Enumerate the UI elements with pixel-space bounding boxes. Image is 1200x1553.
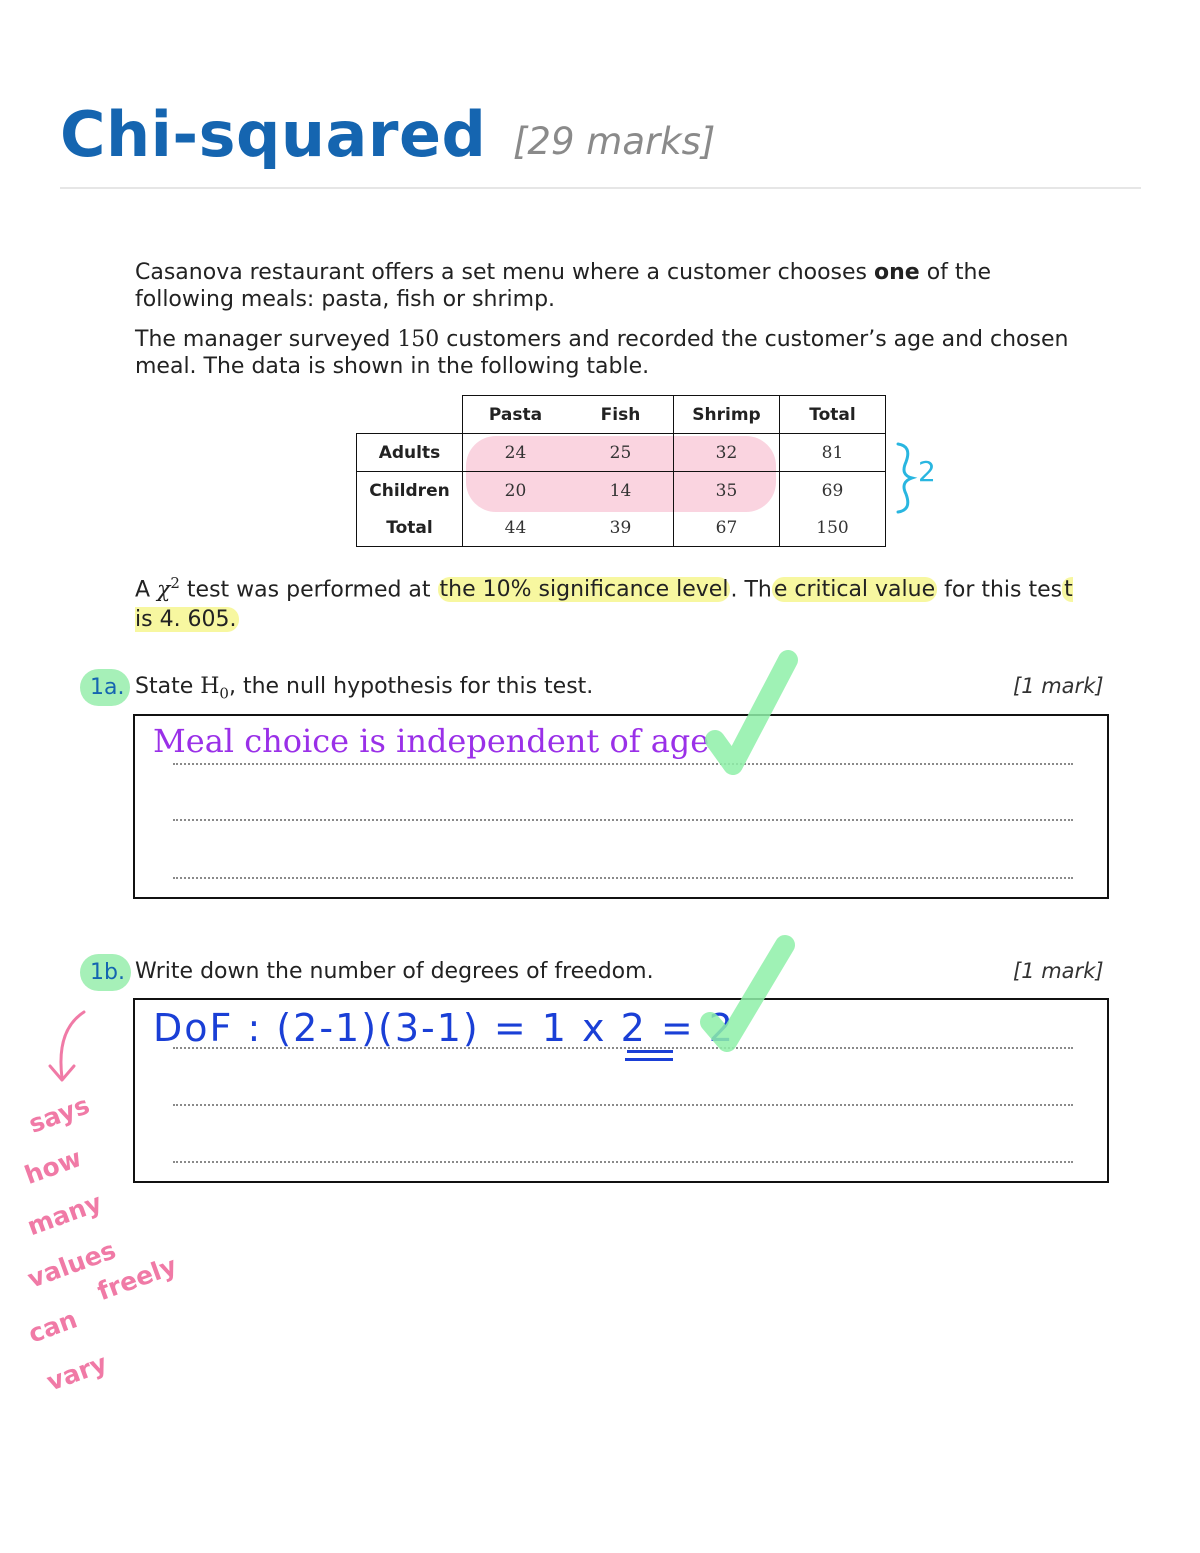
- table-row: [357, 472, 886, 510]
- table-cell: 35: [674, 472, 780, 510]
- table-cell: 14: [609, 480, 632, 501]
- table-cell: 20: [463, 472, 569, 510]
- side-note-word: can: [24, 1304, 81, 1349]
- answer-line: [173, 1104, 1073, 1106]
- table-cell: 44: [463, 509, 569, 547]
- highlight-critical-value: e critical value: [773, 577, 936, 603]
- table-row: [357, 434, 886, 472]
- contingency-table: [356, 395, 886, 547]
- test-info-paragraph: A $\chi^2$ test was performed at the 10% significance level. The critical value for this test is 4. 605.: [135, 574, 1073, 633]
- table-header-row: [357, 396, 886, 434]
- side-note-word: freely: [93, 1250, 181, 1307]
- table-row: [357, 509, 886, 547]
- intro-paragraph-1: Casanova restaurant offers a set menu where a customer chooses one of the following meals: pasta, fish or shrimp.: [135, 260, 992, 312]
- intro-paragraph-2: The manager surveyed 150 customers and recorded the customer’s age and chosen meal. The data is shown in the following table.: [135, 327, 1069, 379]
- side-note-word: values: [23, 1235, 120, 1294]
- table-header-cell: Shrimp: [674, 396, 780, 434]
- answer-box-1a[interactable]: [133, 714, 1109, 899]
- question-number-1a: 1a.: [80, 669, 130, 706]
- table-header-cell: Pasta: [463, 396, 569, 434]
- table-corner: [357, 396, 463, 434]
- highlight-critical-number: t is 4. 605.: [135, 577, 1073, 633]
- question-marks-1a: [1 mark]: [1013, 674, 1104, 698]
- title-divider: [60, 187, 1141, 189]
- page-title: Chi-squared: [60, 98, 487, 171]
- side-note-word: says: [24, 1090, 94, 1139]
- answer-handwriting-1a: Meal choice is independent of age: [153, 722, 710, 760]
- table-header-cell: Total: [780, 396, 886, 434]
- table-row-label: Children: [357, 472, 463, 510]
- brace-note: 2: [918, 455, 936, 488]
- side-note-word: vary: [42, 1348, 111, 1397]
- table-row-label: Adults: [357, 434, 463, 472]
- table-cell: 67: [674, 509, 780, 547]
- question-number-1b: 1b.: [80, 954, 131, 991]
- side-note-word: many: [23, 1187, 106, 1242]
- table-cell: 39: [568, 509, 674, 547]
- question-text-1b: Write down the number of degrees of freedom.: [135, 959, 654, 984]
- answer-underline: [627, 1050, 673, 1053]
- question-marks-1b: [1 mark]: [1013, 959, 1104, 983]
- arrow-down-icon: [61, 1012, 84, 1078]
- highlight-significance: the 10% significance level: [439, 577, 729, 603]
- question-text-1a: State $H_0$, the null hypothesis for this test.: [135, 674, 594, 703]
- table-header-cell: Fish: [568, 396, 674, 434]
- answer-box-1b[interactable]: [133, 998, 1109, 1183]
- answer-line: [173, 819, 1073, 821]
- table-cell: 150: [780, 509, 886, 547]
- table-cell: 32: [674, 434, 780, 472]
- table-cell: 25: [568, 434, 674, 472]
- total-marks: [29 marks]: [513, 120, 716, 163]
- side-note-word: how: [20, 1142, 86, 1191]
- answer-line: [173, 877, 1073, 879]
- answer-underline: [625, 1058, 673, 1061]
- answer-line: [173, 763, 1073, 765]
- answer-handwriting-1b: DoF : (2-1)(3-1) = 1 x 2 = 2: [153, 1006, 735, 1050]
- table-row-label: Total: [357, 509, 463, 547]
- table-cell: 69: [780, 472, 886, 510]
- answer-line: [173, 1047, 1073, 1049]
- table-cell: 24: [463, 434, 569, 472]
- table-cell: 81: [780, 434, 886, 472]
- answer-line: [173, 1161, 1073, 1163]
